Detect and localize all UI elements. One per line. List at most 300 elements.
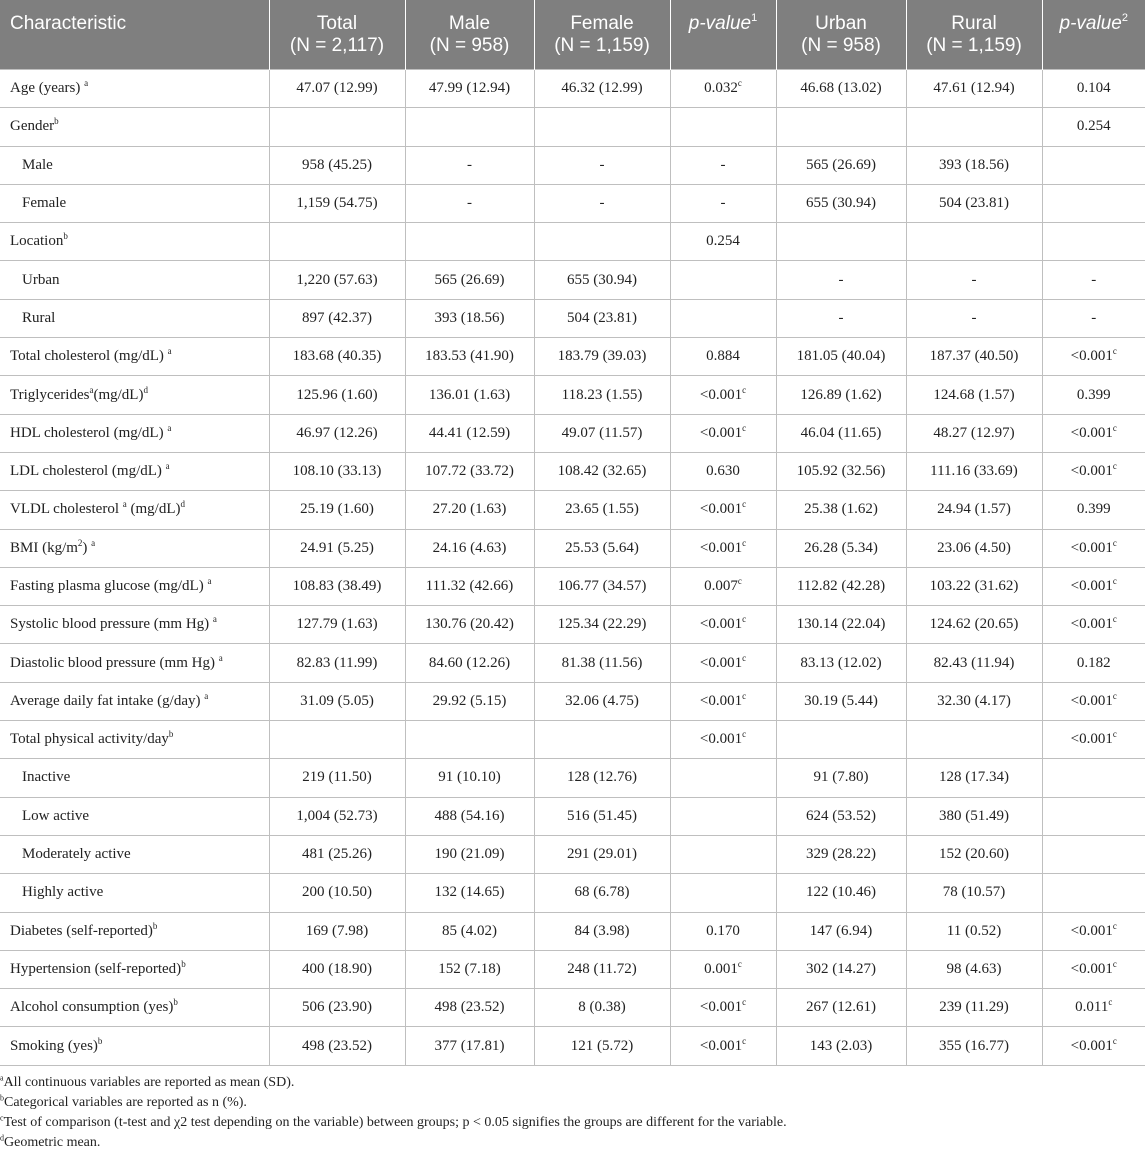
table-cell [1042,874,1145,912]
table-cell [534,376,670,414]
table-cell [776,759,906,797]
cell-value: 27.20 (1.63) [432,501,507,518]
table-cell [534,989,670,1027]
row-label-footnote-mark: a [91,537,96,548]
cell-value: 400 (18.90) [302,960,372,977]
cell-value: 169 (7.98) [305,922,369,939]
cell-footnote-mark: c [1112,537,1117,548]
cell-value: 267 (12.61) [806,999,876,1016]
cell-value: - [971,271,977,288]
cell-value: 8 (0.38) [578,999,626,1016]
cell-value: 200 (10.50) [302,884,372,901]
cell-footnote-mark: c [742,1035,747,1046]
table-cell [269,835,405,873]
cell-value: 302 (14.27) [806,960,876,977]
table-subrow [0,146,1145,184]
table-cell [906,108,1042,146]
cell-value: 47.07 (12.99) [296,80,378,97]
cell-value: - [971,309,977,326]
table-cell [269,1027,405,1065]
table-subrow [0,759,1145,797]
table-cell [405,1027,534,1065]
cell-value: 183.53 (41.90) [425,348,514,365]
table-row [0,108,1145,146]
column-header [0,0,269,70]
table-cell [405,414,534,452]
column-header-text [535,0,670,57]
cell-value: 82.83 (11.99) [296,654,378,671]
cell-value: 488 (54.16) [434,807,505,824]
cell-value: 0.104 [1076,80,1111,97]
row-label [0,721,269,759]
table-cell [405,184,534,222]
table-cell [906,797,1042,835]
table-cell [405,452,534,490]
row-label [0,606,269,644]
column-header-text [907,0,1042,57]
cell-value: 0.254 [1076,118,1111,135]
table-cell [534,414,670,452]
table-cell [534,108,670,146]
row-label-text: Hypertension (self-reported) [10,960,182,977]
table-cell [776,721,906,759]
header-row [0,0,1145,70]
table-cell [269,759,405,797]
cell-value: 84 (3.98) [574,922,630,939]
table-cell [269,644,405,682]
table-cell [906,950,1042,988]
cell-value: - [838,271,844,288]
cell-value: 44.41 (12.59) [428,424,511,441]
cell-value: 128 (17.34) [939,769,1009,786]
cell-value: 108.83 (38.49) [292,578,382,594]
cell-value: 25.53 (5.64) [565,539,639,556]
table-cell [269,950,405,988]
row-label-text: LDL cholesterol (mg/dL) [10,463,166,480]
table-cell [906,414,1042,452]
footnote-text: Test of comparison (t-test and χ2 test depending on the variable) between groups; p < 0.05 signifies the groups are different for the variable. [3,1115,787,1130]
column-header-text [777,0,906,57]
table-cell [405,338,534,376]
column-header [776,0,906,70]
footnote-text: Categorical variables are reported as n (%). [4,1095,247,1110]
cell-footnote-mark: c [1112,422,1117,433]
cell-value: 107.72 (33.72) [425,463,514,480]
column-header-n: (N = 2,117) [289,35,385,56]
cell-value: 46.97 (12.26) [296,424,378,441]
table-cell [1042,759,1145,797]
footnote-mark: b [0,1093,4,1103]
cell-value: 565 (26.69) [806,156,876,173]
table-cell [906,1027,1042,1065]
row-label-footnote-mark: 2 [77,537,83,548]
cell-value: 32.06 (4.75) [565,692,639,709]
cell-value: 183.68 (40.35) [292,348,382,365]
table-cell [1042,529,1145,567]
cell-value: 498 (23.52) [302,1037,372,1054]
table-cell [269,874,405,912]
cell-value: 248 (11.72) [567,960,637,977]
row-label-footnote-mark: b [63,231,68,242]
cell-value: 0.007 [704,578,738,594]
row-label-text: Smoking (yes) [10,1037,98,1054]
row-label [0,299,269,337]
column-header [534,0,670,70]
table-cell [776,108,906,146]
cell-value: 49.07 (11.57) [561,424,643,441]
table-cell [534,835,670,873]
cell-value: 127.79 (1.63) [296,616,378,633]
table-cell [906,223,1042,261]
table-cell [776,606,906,644]
table-cell [906,989,1042,1027]
table-row [0,452,1145,490]
table-cell [405,299,534,337]
row-label-text: Age (years) [10,80,85,97]
row-label-text: Diastolic blood pressure (mm Hg) [10,654,219,671]
table-cell [405,529,534,567]
cell-value: <0.001 [1070,539,1113,556]
row-label-footnote-mark: d [143,384,148,395]
table-cell [534,184,670,222]
cell-value: <0.001 [1070,1037,1113,1054]
table-cell [269,491,405,529]
table-cell [534,529,670,567]
table-cell [670,452,776,490]
table-cell [906,452,1042,490]
column-header-text [1043,0,1145,35]
table-row [0,644,1145,682]
cell-value: 355 (16.77) [939,1037,1009,1054]
table-cell [405,108,534,146]
table-cell [534,950,670,988]
cell-value: 68 (6.78) [574,884,630,901]
table-cell [776,184,906,222]
table-cell [405,989,534,1027]
table-cell [670,376,776,414]
column-header-text [406,0,534,57]
table-cell [1042,223,1145,261]
table-cell [1042,721,1145,759]
cell-value: <0.001 [1070,692,1113,709]
row-label-suffix: (mg/dL) [126,501,181,518]
cell-value: 47.61 (12.94) [933,80,1015,97]
cell-value: 504 (23.81) [567,309,637,326]
table-cell [1042,146,1145,184]
table-cell [776,376,906,414]
cell-value: 0.254 [706,233,740,250]
table-cell [670,989,776,1027]
table-cell [776,682,906,720]
table-cell [776,567,906,605]
table-cell [670,108,776,146]
table-cell [269,414,405,452]
cell-value: <0.001 [699,539,743,556]
cell-value: 655 (30.94) [806,195,876,212]
column-header [269,0,405,70]
cell-value: 124.68 (1.57) [933,386,1015,403]
row-label-text: HDL cholesterol (mg/dL) [10,424,168,441]
cell-value: <0.001 [1070,348,1113,365]
cell-value: <0.001 [1070,960,1113,977]
table-cell [906,644,1042,682]
row-label-text: Total physical activity/day [10,731,169,748]
table-cell [1042,567,1145,605]
table-cell [776,299,906,337]
column-header-n: (N = 1,159) [554,35,650,56]
cell-value: <0.001 [1070,463,1113,480]
cell-value: - [467,195,472,212]
cell-value: 125.96 (1.60) [296,386,378,403]
table-cell [1042,606,1145,644]
table-cell [269,567,405,605]
cell-value: 85 (4.02) [442,922,497,939]
table-row [0,223,1145,261]
table-cell [776,146,906,184]
table-cell [1042,376,1145,414]
table-cell [269,261,405,299]
table-cell [405,606,534,644]
table-cell [405,835,534,873]
table-cell [405,682,534,720]
table-row [0,1027,1145,1065]
cell-value: 1,159 (54.75) [296,195,378,212]
cell-value: <0.001 [699,424,743,441]
row-label-footnote-mark: a [207,576,212,586]
table-cell [269,299,405,337]
table-cell [534,491,670,529]
cell-value: <0.001 [699,999,743,1016]
table-cell [670,146,776,184]
row-label-text: Inactive [22,769,71,786]
cell-value: 118.23 (1.55) [561,386,643,403]
table-cell [906,261,1042,299]
row-label [0,912,269,950]
table-cell [776,950,906,988]
column-header-n: (N = 958) [429,35,510,56]
table-cell [405,874,534,912]
table-cell [1042,912,1145,950]
footnote-mark: a [0,1073,4,1083]
table-cell [906,184,1042,222]
cell-value: <0.001 [1070,922,1113,939]
cell-value: 958 (45.25) [302,156,372,173]
cell-value: 130.14 (22.04) [796,616,886,633]
table-cell [670,759,776,797]
table-cell [776,1027,906,1065]
table-cell [1042,950,1145,988]
table-cell [670,682,776,720]
table-cell [906,376,1042,414]
cell-value: - [720,156,726,173]
cell-value: - [467,156,472,173]
table-cell [534,682,670,720]
row-label-text: Triglycerides [10,386,90,403]
cell-value: 108.42 (32.65) [557,463,647,480]
table-cell [269,989,405,1027]
row-label [0,529,269,567]
table-cell [906,912,1042,950]
table-cell [534,146,670,184]
footnote [0,1073,1145,1093]
row-label [0,146,269,184]
column-header-text [671,0,776,35]
table-cell [269,146,405,184]
table-cell [906,682,1042,720]
cell-value: 190 (21.09) [434,846,505,863]
row-label-footnote-mark: b [152,920,158,931]
cell-value: 24.16 (4.63) [432,539,507,556]
column-header [405,0,534,70]
table-cell [776,414,906,452]
cell-value: 624 (53.52) [806,807,876,824]
cell-value: - [599,195,605,212]
cell-value: - [720,195,726,212]
table-cell [776,989,906,1027]
footnote [0,1133,1145,1153]
cell-value: 0.884 [706,348,740,365]
cell-value: <0.001 [1070,616,1113,633]
table-cell [534,261,670,299]
table-cell [405,146,534,184]
row-label-text: Alcohol consumption (yes) [10,999,174,1016]
table-cell [1042,452,1145,490]
column-header-title: p-value [1059,13,1122,34]
table-cell [534,1027,670,1065]
column-header-footnote-mark: 1 [751,11,758,24]
table-cell [405,950,534,988]
column-header [670,0,776,70]
table-cell [776,70,906,108]
row-label [0,414,269,452]
table-cell [269,223,405,261]
table-cell [776,644,906,682]
cell-value: 111.16 (33.69) [930,463,1018,480]
table-cell [776,797,906,835]
row-label [0,184,269,222]
cell-value: 46.04 (11.65) [800,424,882,441]
table-cell [670,721,776,759]
column-header [906,0,1042,70]
row-label-text: Total cholesterol (mg/dL) [10,348,168,365]
cell-footnote-mark: c [737,78,742,89]
row-label [0,950,269,988]
table-cell [1042,70,1145,108]
cell-value: 0.032 [704,80,738,97]
cell-value: 0.170 [706,922,740,939]
cell-value: 291 (29.01) [567,846,637,863]
table-cell [906,70,1042,108]
row-label-text: Low active [22,807,90,824]
table-cell [670,491,776,529]
row-label-footnote-mark: a [165,461,170,472]
footnote-mark: d [0,1133,4,1143]
table-cell [670,223,776,261]
table-cell [670,912,776,950]
table-cell [670,835,776,873]
cell-value: 25.38 (1.62) [804,501,878,518]
cell-value: 46.32 (12.99) [561,80,643,97]
footnotes [0,1073,1145,1153]
row-label-footnote-mark: a [212,614,217,625]
table-header [0,0,1145,70]
table-row [0,338,1145,376]
column-header-text [270,0,405,57]
cell-value: 1,004 (52.73) [296,807,378,824]
row-label [0,70,269,108]
cell-value: <0.001 [699,386,743,403]
row-label-suffix: (mg/dL) [93,386,144,403]
column-header-title: Total [316,13,358,34]
table-cell [670,606,776,644]
cell-value: <0.001 [1070,578,1113,594]
cell-value: 377 (17.81) [434,1037,505,1054]
table-cell [534,797,670,835]
cell-value: 152 (20.60) [939,846,1009,863]
row-label [0,491,269,529]
cell-value: 506 (23.90) [302,999,372,1016]
cell-value: 32.30 (4.17) [937,692,1011,709]
cell-value: 24.91 (5.25) [300,539,374,556]
cell-footnote-mark: c [742,384,747,395]
footnote-text: Geometric mean. [4,1135,101,1150]
table-cell [1042,835,1145,873]
table-cell [534,567,670,605]
row-label-footnote-mark: d [180,499,185,510]
table-cell [906,759,1042,797]
table-subrow [0,261,1145,299]
row-label-text: Systolic blood pressure (mm Hg) [10,616,213,633]
cell-value: 897 (42.37) [302,309,372,326]
table-cell [534,452,670,490]
table-row [0,989,1145,1027]
table-cell [1042,644,1145,682]
table-cell [269,797,405,835]
table-cell [670,338,776,376]
table-cell [1042,491,1145,529]
cell-value: 0.011 [1075,999,1109,1016]
table-cell [776,529,906,567]
row-label [0,989,269,1027]
table-cell [534,759,670,797]
table-cell [776,452,906,490]
row-label-footnote-mark: a [89,384,94,395]
cell-value: 329 (28.22) [806,846,876,863]
cell-value: 23.06 (4.50) [937,539,1011,556]
cell-value: 103.22 (31.62) [929,578,1019,594]
table-cell [1042,797,1145,835]
row-label [0,1027,269,1065]
cell-footnote-mark: c [1112,614,1117,625]
row-label-text: Diabetes (self-reported) [10,922,153,939]
table-cell [269,682,405,720]
cell-value: 481 (25.26) [302,846,372,863]
row-label-text: Female [22,195,67,212]
table-subrow [0,184,1145,222]
cell-value: <0.001 [1070,731,1113,748]
cell-value: - [599,156,605,173]
row-label-footnote-mark: b [97,1035,103,1046]
cell-value: 106.77 (34.57) [557,578,647,594]
table-cell [534,299,670,337]
table-cell [534,874,670,912]
cell-value: 380 (51.49) [939,807,1009,824]
row-label-text: Gender [10,118,55,135]
footnote-text: All continuous variables are reported as mean (SD). [3,1075,295,1090]
table-cell [670,261,776,299]
cell-value: 25.19 (1.60) [300,501,374,518]
row-label [0,108,269,146]
